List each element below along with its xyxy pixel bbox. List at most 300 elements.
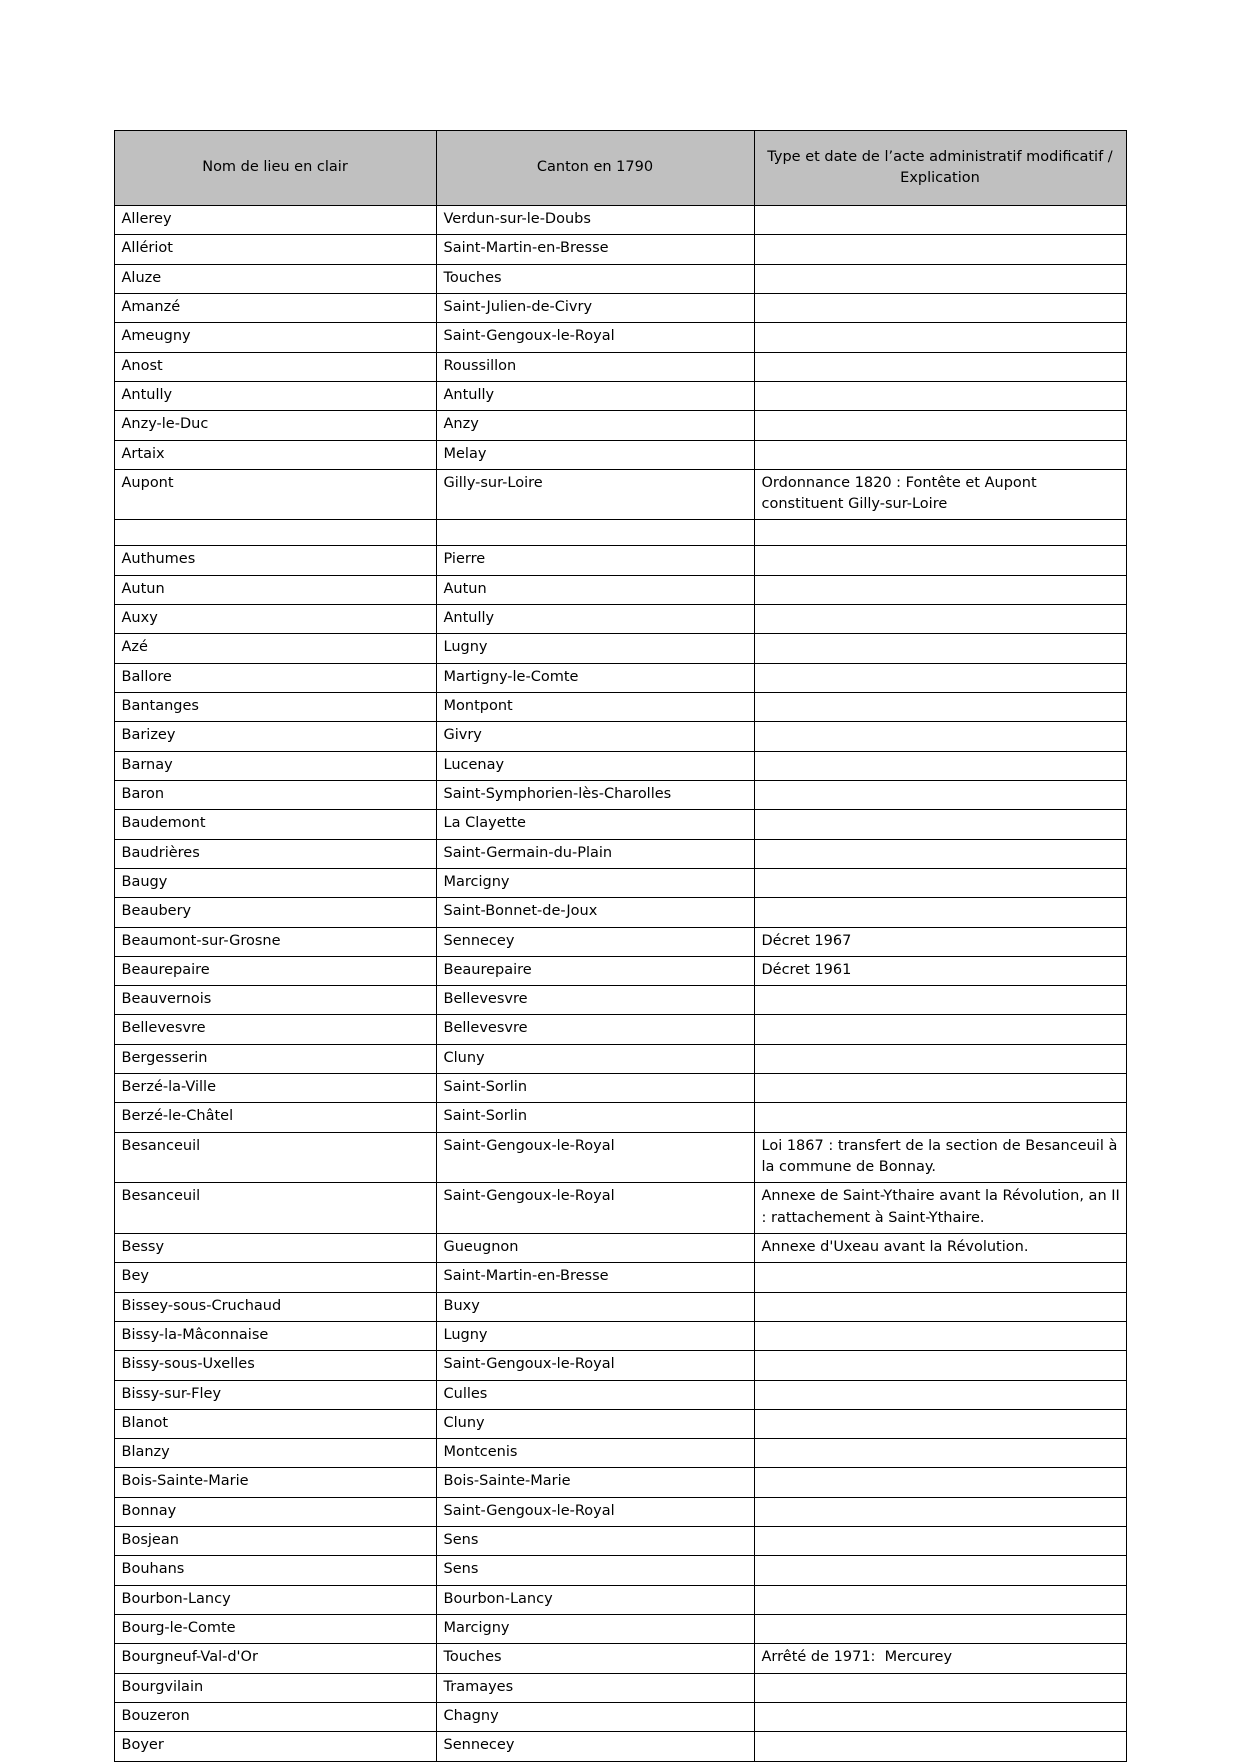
cell-canton [436, 293, 754, 322]
cell-canton-text: Givry [443, 727, 482, 744]
table-row [114, 1556, 1126, 1585]
table-row [114, 605, 1126, 634]
cell-canton-text: Cluny [443, 1414, 485, 1431]
cell-act [754, 206, 1126, 235]
cell-canton [436, 634, 754, 663]
cell-act [754, 1732, 1126, 1761]
cell-place-name [114, 1527, 436, 1556]
cell-place-name-text: Bouzeron [121, 1707, 190, 1724]
cell-act [754, 986, 1126, 1015]
cell-canton [436, 546, 754, 575]
cell-place-name [114, 352, 436, 381]
cell-act [754, 264, 1126, 293]
cell-act-text: Ordonnance 1820 : Fontête et Aupont constituent Gilly-sur-Loire [761, 474, 1042, 513]
cell-place-name [114, 546, 436, 575]
cell-place-name-text: Aluze [121, 269, 162, 286]
column-header-name: Nom de lieu en clair [114, 131, 436, 206]
cell-place-name [114, 751, 436, 780]
cell-place-name-text: Baron [121, 785, 165, 802]
cell-act-text: Arrêté de 1971: Mercurey [761, 1649, 953, 1666]
cell-place-name-text: Aupont [121, 474, 174, 491]
cell-place-name-text: Azé [121, 639, 148, 656]
cell-canton-text: Roussillon [443, 357, 517, 374]
cell-place-name-text: Boyer [121, 1737, 164, 1754]
cell-place-name [114, 381, 436, 410]
cell-act [754, 1439, 1126, 1468]
cell-canton [436, 352, 754, 381]
cell-canton [436, 1556, 754, 1585]
cell-act [754, 1409, 1126, 1438]
cell-place-name [114, 693, 436, 722]
cell-place-name [114, 1585, 436, 1614]
cell-act [754, 1468, 1126, 1497]
cell-spacer [754, 520, 1126, 546]
cell-act [754, 1321, 1126, 1350]
cell-canton [436, 986, 754, 1015]
cell-canton-text: Montcenis [443, 1444, 518, 1461]
cell-place-name-text: Ameugny [121, 328, 191, 345]
cell-place-name-text: Auxy [121, 610, 158, 627]
cell-act [754, 1702, 1126, 1731]
cell-canton-text: Chagny [443, 1707, 499, 1724]
cell-canton [436, 1644, 754, 1673]
cell-canton [436, 264, 754, 293]
cell-act [754, 1103, 1126, 1132]
cell-place-name-text: Ballore [121, 668, 172, 685]
cell-canton [436, 663, 754, 692]
cell-place-name-text: Beaumont-sur-Grosne [121, 932, 281, 949]
table-row [114, 352, 1126, 381]
cell-place-name-text: Bourbon-Lancy [121, 1590, 231, 1607]
table-row [114, 381, 1126, 410]
cell-canton [436, 1615, 754, 1644]
cell-canton-text: Gilly-sur-Loire [443, 474, 543, 491]
cell-act [754, 323, 1126, 352]
cell-place-name-text: Berzé-le-Châtel [121, 1108, 234, 1125]
table-row [114, 1732, 1126, 1761]
column-header-act: Type et date de l’acte administratif modificatif / Explication [754, 131, 1126, 206]
cell-canton-text: Touches [443, 1649, 502, 1666]
cell-canton-text: Cluny [443, 1049, 485, 1066]
table-row [114, 1132, 1126, 1183]
cell-place-name [114, 1233, 436, 1262]
cell-canton-text: Tramayes [443, 1678, 514, 1695]
table-row [114, 1183, 1126, 1234]
cell-place-name-text: Bosjean [121, 1532, 179, 1549]
cell-canton-text: Saint-Gengoux-le-Royal [443, 1188, 615, 1205]
places-table [114, 130, 1127, 1762]
cell-canton-text: Saint-Sorlin [443, 1079, 528, 1096]
cell-place-name-text: Baugy [121, 873, 168, 890]
table-row [114, 1351, 1126, 1380]
cell-act [754, 411, 1126, 440]
cell-place-name-text: Berzé-la-Ville [121, 1079, 216, 1096]
cell-canton [436, 605, 754, 634]
cell-act [754, 1044, 1126, 1073]
cell-canton [436, 1044, 754, 1073]
cell-place-name-text: Besanceuil [121, 1137, 201, 1154]
cell-place-name-text: Bissy-la-Mâconnaise [121, 1326, 269, 1343]
table-header [114, 131, 1126, 206]
cell-act [754, 1074, 1126, 1103]
cell-place-name-text: Bouhans [121, 1561, 185, 1578]
cell-place-name [114, 1380, 436, 1409]
cell-place-name-text: Artaix [121, 445, 165, 462]
table-row [114, 634, 1126, 663]
cell-canton-text: Saint-Germain-du-Plain [443, 844, 613, 861]
cell-canton-text: Bellevesvre [443, 991, 528, 1008]
cell-canton [436, 1439, 754, 1468]
cell-place-name [114, 927, 436, 956]
cell-canton-text: Saint-Gengoux-le-Royal [443, 1137, 615, 1154]
cell-place-name-text: Baudemont [121, 815, 206, 832]
cell-place-name-text: Anost [121, 357, 163, 374]
cell-place-name-text: Anzy-le-Duc [121, 416, 209, 433]
cell-canton [436, 206, 754, 235]
cell-canton-text: Verdun-sur-le-Doubs [443, 211, 591, 227]
cell-place-name-text: Beaurepaire [121, 961, 210, 978]
cell-place-name-text: Antully [121, 386, 173, 403]
cell-canton [436, 751, 754, 780]
cell-place-name-text: Autun [121, 580, 165, 597]
cell-place-name [114, 1702, 436, 1731]
cell-act [754, 1673, 1126, 1702]
cell-canton-text: Saint-Symphorien-lès-Charolles [443, 785, 672, 802]
cell-canton [436, 1673, 754, 1702]
cell-canton [436, 440, 754, 469]
cell-place-name-text: Blanzy [121, 1444, 170, 1461]
cell-canton [436, 927, 754, 956]
cell-canton-text: Sens [443, 1561, 479, 1578]
cell-act [754, 381, 1126, 410]
cell-canton [436, 1292, 754, 1321]
cell-act [754, 1615, 1126, 1644]
table-row [114, 780, 1126, 809]
table-row [114, 1263, 1126, 1292]
cell-place-name-text: Bois-Sainte-Marie [121, 1473, 249, 1490]
cell-place-name-text: Bourgvilain [121, 1678, 204, 1695]
table-row [114, 293, 1126, 322]
cell-act [754, 693, 1126, 722]
cell-act [754, 1527, 1126, 1556]
cell-place-name-text: Beaubery [121, 903, 192, 920]
cell-canton-text: Bellevesvre [443, 1020, 528, 1037]
cell-canton [436, 1409, 754, 1438]
cell-canton [436, 469, 754, 520]
cell-canton [436, 1497, 754, 1526]
cell-place-name [114, 1409, 436, 1438]
table-row [114, 927, 1126, 956]
cell-place-name-text: Bellevesvre [121, 1020, 206, 1037]
cell-act [754, 1380, 1126, 1409]
cell-act [754, 1292, 1126, 1321]
table-row [114, 264, 1126, 293]
cell-canton [436, 411, 754, 440]
cell-act [754, 605, 1126, 634]
cell-act-text: Loi 1867 : transfert de la section de Besanceuil à la commune de Bonnay. [761, 1137, 1122, 1175]
cell-canton-text: Bois-Sainte-Marie [443, 1473, 571, 1490]
cell-canton [436, 1015, 754, 1044]
cell-act [754, 810, 1126, 839]
cell-place-name-text: Bissy-sous-Uxelles [121, 1356, 255, 1373]
cell-place-name [114, 1732, 436, 1761]
cell-canton [436, 1351, 754, 1380]
table-row [114, 1702, 1126, 1731]
cell-act [754, 293, 1126, 322]
cell-canton [436, 1132, 754, 1183]
table-container [114, 130, 1126, 1762]
cell-canton-text: Sennecey [443, 932, 515, 949]
cell-canton-text: Lugny [443, 1326, 488, 1343]
cell-place-name-text: Barnay [121, 756, 173, 773]
table-header-row [114, 131, 1126, 206]
table-row [114, 411, 1126, 440]
cell-canton [436, 1527, 754, 1556]
table-row [114, 1074, 1126, 1103]
cell-place-name [114, 1644, 436, 1673]
cell-act [754, 780, 1126, 809]
cell-canton [436, 1074, 754, 1103]
column-header-canton: Canton en 1790 [436, 131, 754, 206]
cell-place-name [114, 1015, 436, 1044]
table-row [114, 693, 1126, 722]
cell-place-name [114, 1673, 436, 1702]
cell-act [754, 663, 1126, 692]
cell-act [754, 546, 1126, 575]
cell-place-name-text: Allériot [121, 240, 173, 257]
cell-canton-text: Melay [443, 445, 487, 462]
cell-act [754, 575, 1126, 604]
cell-canton-text: Pierre [443, 551, 486, 568]
cell-act [754, 868, 1126, 897]
cell-canton-text: Lucenay [443, 756, 505, 773]
cell-place-name [114, 634, 436, 663]
cell-place-name [114, 986, 436, 1015]
cell-place-name [114, 323, 436, 352]
cell-act [754, 839, 1126, 868]
cell-act [754, 469, 1126, 520]
cell-place-name [114, 839, 436, 868]
cell-act [754, 1556, 1126, 1585]
table-row [114, 1233, 1126, 1262]
cell-place-name [114, 1132, 436, 1183]
cell-canton-text: Marcigny [443, 1620, 510, 1636]
cell-place-name-text: Bonnay [121, 1502, 177, 1519]
cell-act [754, 751, 1126, 780]
table-row [114, 986, 1126, 1015]
cell-canton [436, 810, 754, 839]
table-row [114, 663, 1126, 692]
cell-place-name-text: Blanot [121, 1414, 169, 1431]
cell-canton-text: Sens [443, 1532, 479, 1549]
cell-canton [436, 956, 754, 985]
cell-canton-text: Saint-Gengoux-le-Royal [443, 1356, 615, 1373]
table-row [114, 1673, 1126, 1702]
cell-place-name-text: Bourgneuf-Val-d'Or [121, 1649, 258, 1666]
cell-place-name [114, 575, 436, 604]
cell-canton-text: Saint-Julien-de-Civry [443, 298, 593, 315]
cell-place-name [114, 1103, 436, 1132]
cell-place-name [114, 1263, 436, 1292]
cell-canton-text: Touches [443, 269, 502, 286]
cell-canton [436, 839, 754, 868]
cell-canton-text: Autun [443, 580, 487, 597]
cell-place-name [114, 1044, 436, 1073]
cell-canton [436, 323, 754, 352]
cell-canton-text: Montpont [443, 698, 513, 714]
cell-place-name-text: Bantanges [121, 698, 199, 714]
table-row [114, 1044, 1126, 1073]
cell-act [754, 235, 1126, 264]
table-row [114, 722, 1126, 751]
table-row [114, 575, 1126, 604]
cell-canton [436, 1321, 754, 1350]
cell-canton [436, 1263, 754, 1292]
cell-place-name [114, 1497, 436, 1526]
cell-canton [436, 722, 754, 751]
table-row [114, 1292, 1126, 1321]
table-row [114, 956, 1126, 985]
cell-place-name [114, 1074, 436, 1103]
cell-canton-text: Saint-Bonnet-de-Joux [443, 903, 598, 920]
cell-act-text: Annexe de Saint-Ythaire avant la Révolution, an II : rattachement à Saint-Ythaire. [761, 1188, 1125, 1226]
cell-act [754, 1497, 1126, 1526]
table-row [114, 440, 1126, 469]
cell-canton [436, 235, 754, 264]
cell-canton-text: Antully [443, 610, 495, 627]
cell-place-name [114, 810, 436, 839]
cell-act [754, 722, 1126, 751]
cell-place-name-text: Bergesserin [121, 1049, 208, 1066]
cell-place-name [114, 1439, 436, 1468]
cell-act-text: Annexe d'Uxeau avant la Révolution. [761, 1238, 1029, 1255]
cell-canton [436, 1103, 754, 1132]
cell-canton [436, 780, 754, 809]
table-row [114, 1409, 1126, 1438]
table-row [114, 1439, 1126, 1468]
cell-place-name [114, 722, 436, 751]
cell-act [754, 1233, 1126, 1262]
cell-canton-text: Gueugnon [443, 1238, 519, 1255]
cell-place-name [114, 1183, 436, 1234]
cell-place-name [114, 206, 436, 235]
table-row [114, 469, 1126, 520]
cell-place-name-text: Allerey [121, 211, 172, 227]
table-row [114, 1103, 1126, 1132]
cell-canton-text: Antully [443, 386, 495, 403]
table-row [114, 1468, 1126, 1497]
table-row [114, 1497, 1126, 1526]
cell-place-name-text: Barizey [121, 727, 176, 744]
cell-place-name [114, 780, 436, 809]
table-row [114, 751, 1126, 780]
table-row [114, 868, 1126, 897]
cell-act-text: Décret 1961 [761, 961, 852, 978]
table-row [114, 1321, 1126, 1350]
cell-canton-text: Saint-Martin-en-Bresse [443, 240, 609, 257]
cell-act [754, 634, 1126, 663]
cell-place-name-text: Bey [121, 1268, 149, 1285]
cell-act [754, 352, 1126, 381]
table-row [114, 1015, 1126, 1044]
cell-place-name-text: Bissy-sur-Fley [121, 1385, 222, 1402]
cell-place-name-text: Bissey-sous-Cruchaud [121, 1297, 282, 1314]
cell-canton-text: Culles [443, 1385, 488, 1402]
cell-place-name [114, 956, 436, 985]
cell-place-name-text: Bourg-le-Comte [121, 1620, 236, 1636]
cell-place-name-text: Baudrières [121, 844, 200, 861]
table-row [114, 1585, 1126, 1614]
cell-canton-text: Lugny [443, 639, 488, 656]
cell-place-name [114, 663, 436, 692]
cell-place-name-text: Amanzé [121, 298, 181, 315]
cell-place-name [114, 293, 436, 322]
cell-canton-text: Marcigny [443, 873, 510, 890]
cell-canton-text: La Clayette [443, 815, 526, 832]
cell-place-name-text: Authumes [121, 551, 196, 568]
cell-act [754, 1263, 1126, 1292]
cell-place-name [114, 868, 436, 897]
cell-place-name [114, 605, 436, 634]
cell-place-name [114, 898, 436, 927]
table-row [114, 206, 1126, 235]
cell-canton [436, 1380, 754, 1409]
cell-place-name [114, 469, 436, 520]
cell-act [754, 1015, 1126, 1044]
table-row [114, 323, 1126, 352]
table-row [114, 235, 1126, 264]
cell-canton-text: Bourbon-Lancy [443, 1590, 553, 1607]
cell-place-name-text: Beauvernois [121, 991, 212, 1008]
cell-canton [436, 868, 754, 897]
cell-place-name [114, 1468, 436, 1497]
cell-canton-text: Saint-Gengoux-le-Royal [443, 1502, 615, 1519]
cell-canton [436, 381, 754, 410]
table-row [114, 546, 1126, 575]
cell-canton [436, 693, 754, 722]
cell-canton-text: Saint-Gengoux-le-Royal [443, 328, 615, 345]
cell-act [754, 1644, 1126, 1673]
cell-act [754, 898, 1126, 927]
table-row [114, 1527, 1126, 1556]
cell-canton [436, 1585, 754, 1614]
cell-canton [436, 1732, 754, 1761]
cell-act [754, 1183, 1126, 1234]
cell-act [754, 1132, 1126, 1183]
cell-canton-text: Sennecey [443, 1737, 515, 1754]
cell-place-name [114, 1615, 436, 1644]
cell-canton-text: Buxy [443, 1297, 480, 1314]
cell-act [754, 1585, 1126, 1614]
cell-place-name [114, 1556, 436, 1585]
cell-place-name [114, 440, 436, 469]
cell-canton-text: Anzy [443, 416, 479, 433]
table-row [114, 1380, 1126, 1409]
cell-canton [436, 575, 754, 604]
table-row [114, 1644, 1126, 1673]
cell-act [754, 927, 1126, 956]
table-body [114, 206, 1126, 1762]
cell-canton-text: Beaurepaire [443, 961, 532, 978]
cell-act [754, 956, 1126, 985]
table-row [114, 1615, 1126, 1644]
cell-act [754, 440, 1126, 469]
cell-act-text: Décret 1967 [761, 932, 852, 949]
cell-place-name-text: Bessy [121, 1238, 165, 1255]
cell-spacer [436, 520, 754, 546]
table-row [114, 810, 1126, 839]
cell-canton [436, 1702, 754, 1731]
